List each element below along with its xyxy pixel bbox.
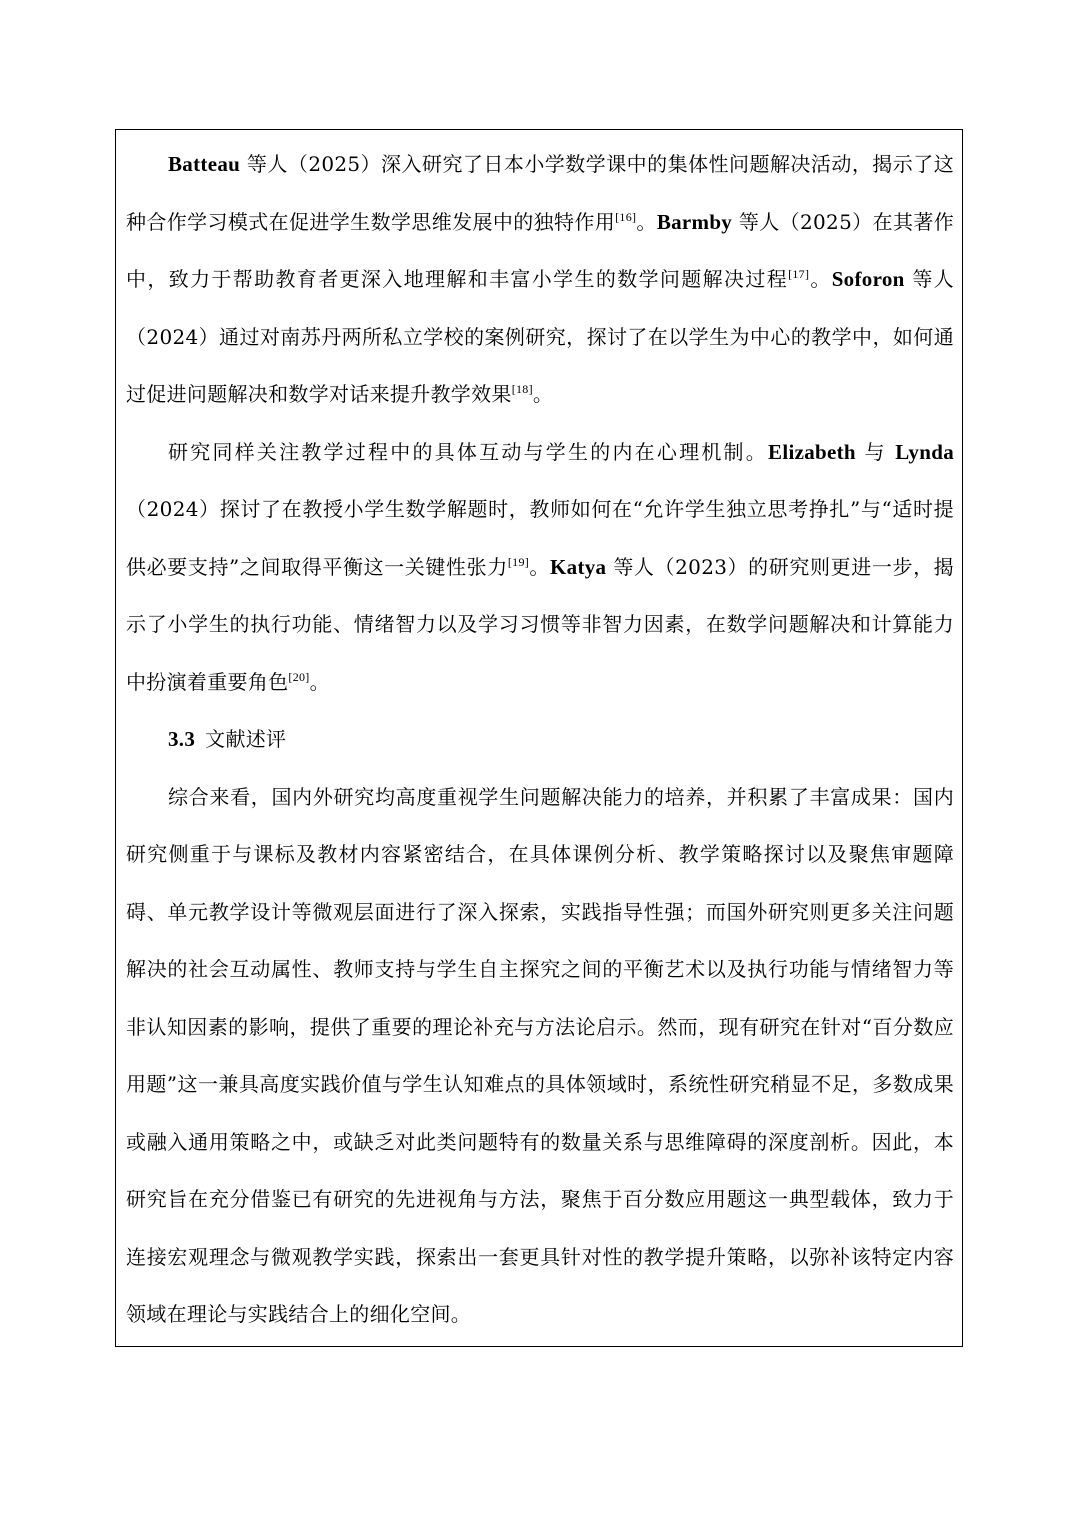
- paragraph-text: 与: [855, 439, 896, 464]
- paragraph-foreign-research-1: [126, 136, 954, 424]
- section-heading: [126, 711, 954, 769]
- paragraph-literature-review: 综合来看，国内外研究均高度重视学生问题解决能力的培养，并积累了丰富成果：国内研究侧重于与课标及教材内容紧密结合，在具体课例分析、教学策略探讨以及聚焦审题障碍、单元教学设计等微观层面进行了深入探索，实践指导性强；而国外研究则更多关注问题解决的社会互动属性、教师支持与学生自主探究之间的平衡艺术以及执行功能与情绪智力等非认知因素的影响，提供了重要的理论补充与方法论启示。然而，现有研究在针对“百分数应用题”这一兼具高度实践价值与学生认知难点的具体领域时，系统性研究稍显不足，多数成果或融入通用策略之中，或缺乏对此类问题特有的数量关系与思维障碍的深度剖析。因此，本研究旨在充分借鉴已有研究的先进视角与方法，聚焦于百分数应用题这一典型载体，致力于连接宏观理念与微观教学实践，探索出一套更具针对性的教学提升策略，以弥补该特定内容领域在理论与实践结合上的细化空间。: [126, 784, 954, 1326]
- paragraph-text: 等人（2025）深入研究了日本小学数学课中的集体性问题解决活动，揭示了这种合作学习模式在促进学生数学思维发展中的独特作用: [126, 152, 954, 234]
- paragraph-text: 研究同样关注教学过程中的具体互动与学生的内在心理机制。: [168, 439, 769, 464]
- paragraph-foreign-research-2: [126, 424, 954, 712]
- author-name: Lynda: [895, 439, 954, 464]
- citation: [20]: [288, 669, 310, 684]
- citation: [19]: [507, 554, 530, 569]
- paragraph-text: （2024）探讨了在教授小学生数学解题时，教师如何在“允许学生独立思考挣扎”与“适时提供必要支持”之间取得平衡这一关键性张力: [126, 497, 954, 579]
- paragraph-text: 。: [529, 554, 551, 579]
- citation: [17]: [788, 267, 810, 281]
- author-name: Elizabeth: [768, 439, 856, 464]
- paragraph-text: 。: [532, 382, 554, 406]
- paragraph-text: 。: [636, 209, 657, 234]
- citation: [16]: [615, 209, 637, 224]
- paragraph-text: 。: [309, 669, 330, 694]
- citation: [18]: [511, 382, 533, 396]
- section-title: 文献述评: [205, 727, 287, 751]
- author-name: Soforon: [831, 267, 905, 291]
- paragraph-text: 等人（2023）的研究则更进一步，揭示了小学生的执行功能、情绪智力以及学习习惯等非智力因素，在数学问题解决和计算能力中扮演着重要角色: [126, 554, 954, 694]
- paragraph-text: 等人（2024）通过对南苏丹两所私立学校的案例研究，探讨了在以学生为中心的教学中，如何通过促进问题解决和数学对话来提升教学效果: [126, 267, 954, 406]
- paragraph-text: 等人（2025）在其著作中，致力于帮助教育者更深入地理解和丰富小学生的数学问题解决过程: [126, 209, 955, 291]
- author-name: Batteau: [168, 152, 241, 176]
- paragraph-text: 。: [809, 267, 832, 291]
- author-name: Katya: [550, 554, 607, 579]
- document-body: [126, 136, 954, 1344]
- section-number: 3.3: [168, 727, 196, 751]
- author-name: Barmby: [656, 209, 733, 234]
